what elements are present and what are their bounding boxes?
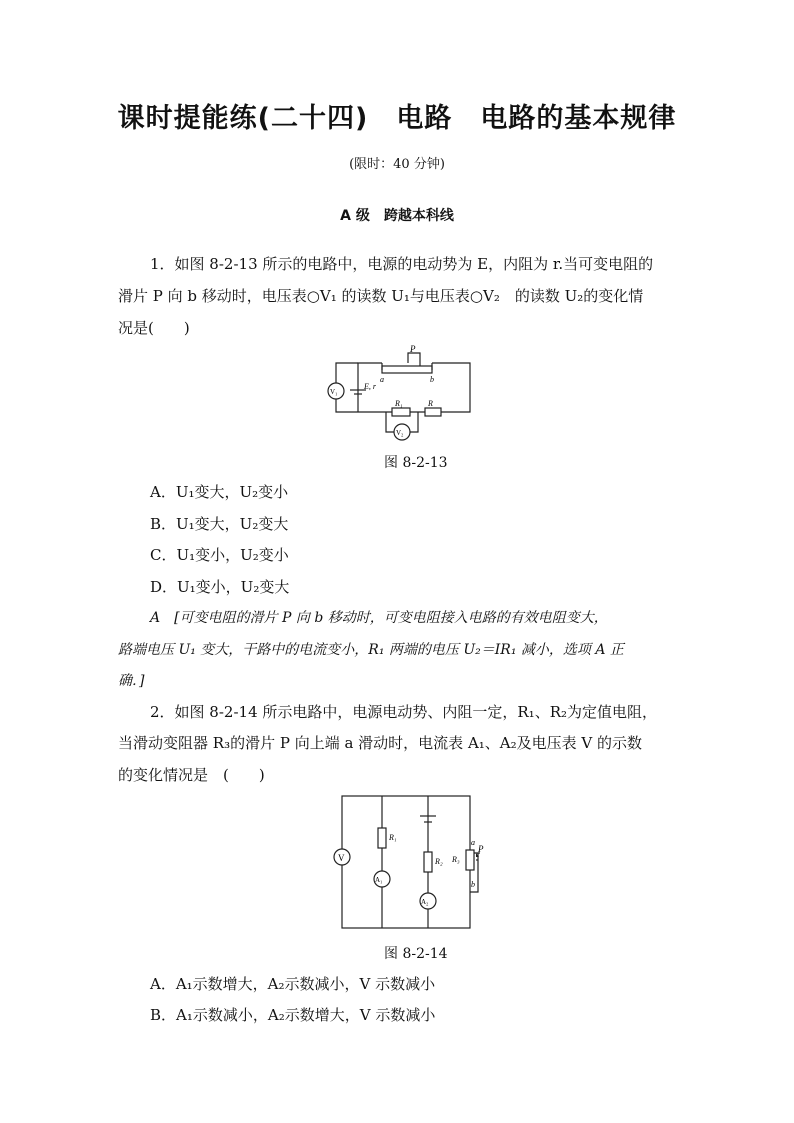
figure-8-2-14 [330, 790, 484, 932]
level-heading: A 级 跨越本科线 [340, 208, 454, 224]
figure-caption-2: 图 8-2-14 [384, 946, 448, 962]
q1-option-a: A．U₁变大，U₂变小 [150, 483, 289, 501]
fig2-label-r1: R₁ [389, 833, 397, 842]
q1-line-2: 滑片 P 向 b 移动时，电压表○V₁ 的读数 U₁与电压表○V₂ 的读数 U₂的变化情 [118, 287, 644, 305]
time-limit: (限时：40 分钟) [349, 157, 445, 172]
fig2-label-a1: A₁ [375, 876, 383, 884]
fig2-label-a: a [471, 838, 475, 847]
page-title: 课时提能练(二十四) 电路 电路的基本规律 [117, 103, 677, 134]
q1-answer-line-1: A [可变电阻的滑片 P 向 b 移动时，可变电阻接入电路的有效电阻变大， [150, 610, 608, 626]
figure-8-2-13 [320, 340, 480, 445]
q1-answer-line-3: 确．] [118, 673, 145, 689]
fig1-label-r1: R₁ [395, 399, 403, 408]
q2-option-b: B．A₁示数减小，A₂示数增大，V 示数减小 [150, 1006, 436, 1024]
fig1-label-er: E, r [364, 382, 376, 391]
q1-option-c: C．U₁变小，U₂变小 [150, 546, 289, 564]
fig1-label-v2: V₂ [396, 429, 404, 437]
q2-option-a: A．A₁示数增大，A₂示数减小，V 示数减小 [150, 975, 436, 993]
q1-option-d: D．U₁变小，U₂变大 [150, 578, 290, 596]
fig1-label-b: b [430, 375, 434, 384]
q2-line-2: 当滑动变阻器 R₃的滑片 P 向上端 a 滑动时，电流表 A₁、A₂及电压表 V 的示数 [118, 734, 643, 752]
q1-line-3: 况是( ) [118, 319, 190, 337]
q1-option-b: B．U₁变大，U₂变大 [150, 515, 289, 533]
fig1-label-r: R [428, 399, 433, 408]
q1-line-1: 1．如图 8-2-13 所示的电路中，电源的电动势为 E，内阻为 r.当可变电阻的 [150, 255, 654, 273]
q1-answer-line-2: 路端电压 U₁ 变大，干路中的电流变小，R₁ 两端的电压 U₂＝IR₁ 减小，选项 A 正 [118, 642, 624, 658]
figure-caption-1: 图 8-2-13 [384, 455, 448, 471]
fig1-label-p: P [410, 344, 416, 354]
fig2-label-v: V [338, 853, 345, 863]
fig2-label-r3: R₃ [452, 855, 460, 864]
q2-line-1: 2．如图 8-2-14 所示电路中，电源电动势、内阻一定，R₁、R₂为定值电阻， [150, 703, 658, 721]
fig1-label-a: a [380, 375, 384, 384]
fig2-label-p: P [478, 844, 484, 854]
fig2-label-b: b [471, 880, 475, 889]
fig2-label-r2: R₂ [435, 857, 443, 866]
q2-line-3: 的变化情况是 ( ) [118, 766, 265, 784]
fig1-label-v1: V₁ [330, 388, 338, 396]
fig2-label-a2: A₂ [421, 898, 429, 906]
